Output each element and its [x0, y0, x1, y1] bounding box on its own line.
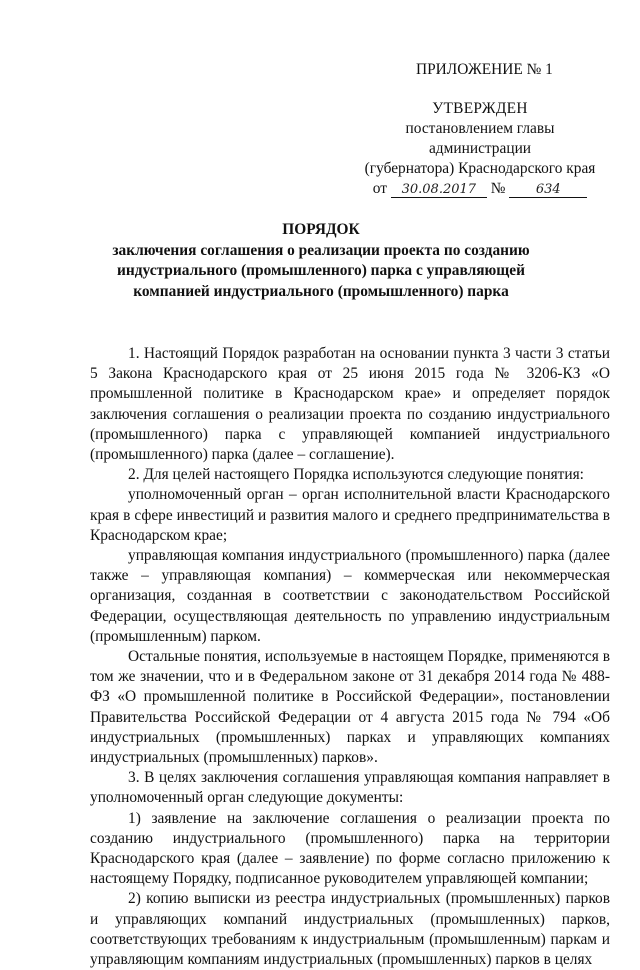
number-field [509, 182, 587, 198]
appendix-label: ПРИЛОЖЕНИЕ № 1 [416, 61, 553, 78]
approved-line-1: постановлением главы администрации [405, 120, 555, 157]
paragraph: Остальные понятия, используемые в настоящем Порядке, применяются в том же значении, что и в Федеральном законе от 31 декабря 2014 года № 488-ФЗ «О промышленной политике в Российской Федерации», постановлении Правительства Российской Федерации от 4 августа 2015 года № 794 «Об индустриальных (промышленных) парках и управляющих компаниях индустриальных (промышленных) парков». [90, 648, 610, 767]
approval-block [356, 99, 604, 199]
title-subtitle: заключения соглашения о реализации проекта по созданию индустриального (промышленного) парка с управляющей компанией индустриального (промышленного) парка [112, 241, 530, 300]
paragraph: 1. Настоящий Порядок разработан на основании пункта 3 части 3 статьи 5 Закона Краснодарского края от 25 июня 2015 года № 3206-КЗ «О промышленной политике в Краснодарском крае» и определяет порядок заключения соглашения о реализации проекта по созданию индустриального (промышленного) парка с управляющей компанией индустриального (промышленного) парка (далее – соглашение). [90, 345, 610, 464]
paragraph: 2. Для целей настоящего Порядка используются следующие понятия: [128, 466, 584, 484]
date-field [391, 182, 487, 198]
document-body [90, 344, 610, 970]
title-heading: ПОРЯДОК [282, 221, 360, 238]
approved-line-2: (губернатора) Краснодарского края [364, 160, 596, 177]
date-number-line [356, 179, 604, 199]
paragraph: управляющая компания индустриального (промышленного) парка (далее также – управляющая компания) – коммерческая или некоммерческая организация, созданная в соответствии с законодательством Российской Федерации, осуществляющая деятельность по управлению индустриальным (промышленным) парком. [90, 547, 610, 645]
paragraph: уполномоченный орган – орган исполнительной власти Краснодарского края в сфере инвестиций и развития малого и среднего предпринимательства в Краснодарском крае; [90, 486, 610, 544]
number-handwritten: 634 [535, 182, 561, 197]
paragraph: 1) заявление на заключение соглашения о реализации проекта по созданию индустриального (промышленного) парка на территории Краснодарского края (далее – заявление) по форме согласно приложению к настоящему Порядку, подписанное руководителем управляющей компании; [90, 809, 610, 888]
paragraph: 3. В целях заключения соглашения управляющая компания направляет в уполномоченный орган следующие документы: [90, 769, 610, 807]
document-title [92, 220, 550, 302]
paragraph: 2) копию выписки из реестра индустриальных (промышленных) парков и управляющих компаний индустриальных (промышленных) парков, соответствующих требованиям к индустриальным (промышленным) паркам и управляющим компаниям индустриальных (промышленных) парков в целях [90, 890, 610, 969]
date-handwritten: 30.08.2017 [401, 182, 477, 197]
date-prefix: от [372, 180, 387, 197]
number-sign: № [490, 180, 506, 197]
approved-word: УТВЕРЖДЕН [432, 100, 528, 117]
